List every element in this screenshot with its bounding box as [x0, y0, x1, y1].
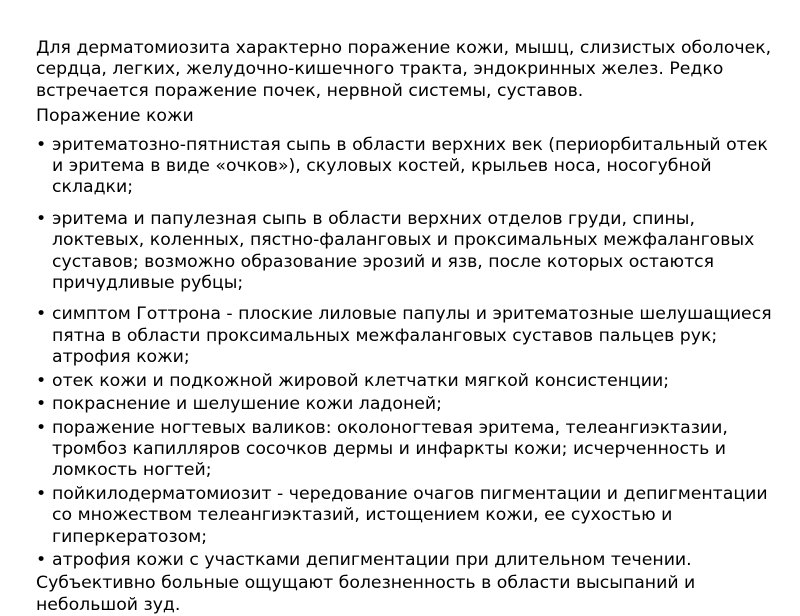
bullet-icon: • — [36, 394, 47, 415]
bullet-icon: • — [36, 417, 47, 438]
list-item — [36, 135, 772, 199]
section-heading: Поражение кожи — [36, 106, 194, 127]
list-item-text: покраснение и шелушение кожи ладоней; — [52, 394, 442, 415]
intro-paragraph: Для дерматомиозита характерно поражение кожи, мышц, слизистых оболочек, сердца, легких, желудочно-кишечного тракта, эндокринных желез. Редко встречается поражение почек, нервной системы, суставов. — [36, 38, 772, 101]
list-item-text: пойкилодерматомиозит - чередование очагов пигментации и депигментации со множеством телеангиэктазий, истощением кожи, ее сухостью и гиперкератозом; — [52, 483, 768, 547]
list-item-text: симптом Готтрона - плоские лиловые папулы и эритематозные шелушащиеся пятна в области проксимальных межфаланговых суставов пальцев рук; атрофия кожи; — [52, 304, 772, 368]
list-item-text: эритема и папулезная сыпь в области верхних отделов груди, спины, локтевых, коленных, пястно-фаланговых и проксимальных межфаланговых суставов; возможно образование эрозий и язв, после которых остаются причудливые рубцы; — [52, 208, 755, 294]
list-item-text: поражение ногтевых валиков: околоногтевая эритема, телеангиэктазии, тромбоз капилляров сосочков дермы и инфаркты кожи; исчерченность и ломкость ногтей; — [52, 417, 728, 481]
list-item — [36, 371, 772, 392]
bullet-icon: • — [36, 370, 47, 391]
bullet-icon: • — [36, 208, 47, 229]
list-item-text: атрофия кожи с участками депигментации при длительном течении. — [52, 549, 692, 570]
bullet-list — [36, 135, 772, 572]
list-item — [36, 394, 772, 415]
list-item — [36, 304, 772, 368]
bullet-icon: • — [36, 134, 47, 155]
list-item-text: отек кожи и подкожной жировой клетчатки мягкой консистенции; — [52, 370, 670, 391]
bullet-icon: • — [36, 549, 47, 570]
list-item — [36, 484, 772, 548]
list-item — [36, 550, 772, 571]
bullet-icon: • — [36, 304, 47, 325]
outro-paragraph: Субъективно больные ощущают болезненность в области высыпаний и небольшой зуд. — [36, 573, 696, 615]
list-item-text: эритематозно-пятнистая сыпь в области верхних век (периорбитальный отек и эритема в виде «очков»), скуловых костей, крыльев носа, носогубной складки; — [52, 134, 768, 198]
bullet-icon: • — [36, 483, 47, 504]
list-item — [36, 418, 772, 482]
list-item — [36, 209, 772, 295]
